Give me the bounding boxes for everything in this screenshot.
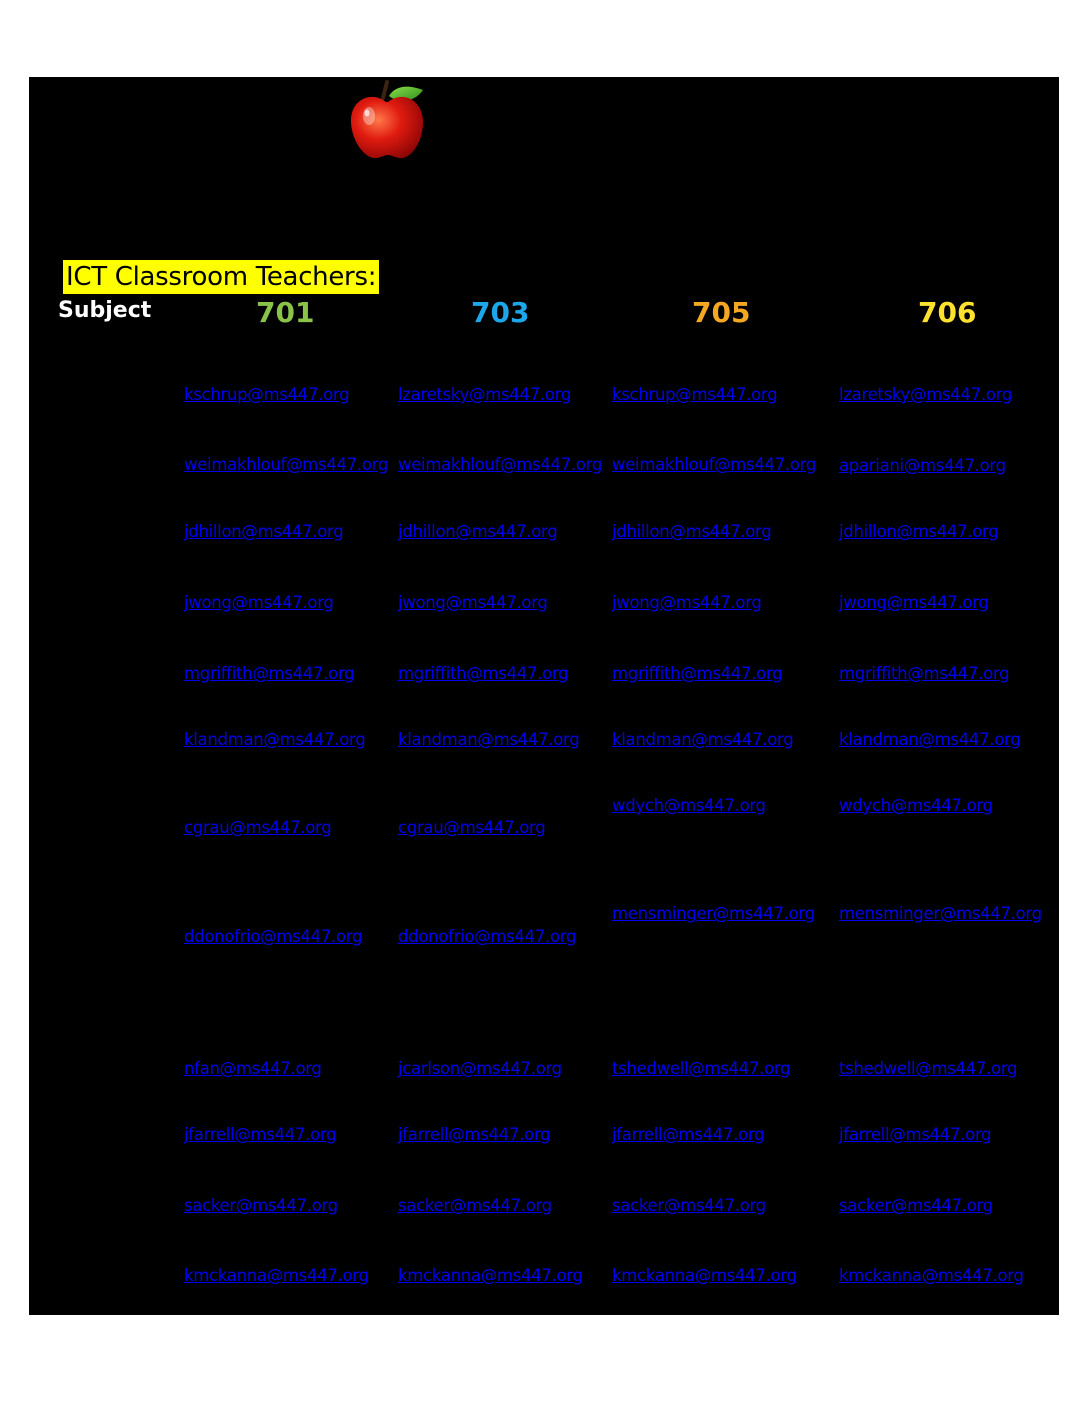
teacher-email-link[interactable]: jdhillon@ms447.org bbox=[612, 522, 772, 541]
teacher-email-link[interactable]: jfarrell@ms447.org bbox=[184, 1125, 337, 1144]
teacher-email-link[interactable]: kmckanna@ms447.org bbox=[184, 1266, 369, 1285]
teacher-email-link[interactable]: ddonofrio@ms447.org bbox=[398, 927, 577, 946]
teacher-email-link[interactable]: jdhillon@ms447.org bbox=[839, 522, 999, 541]
teacher-email-link[interactable]: mgriffith@ms447.org bbox=[612, 664, 783, 683]
teacher-email-link[interactable]: klandman@ms447.org bbox=[839, 730, 1021, 749]
teacher-email-link[interactable]: jfarrell@ms447.org bbox=[612, 1125, 765, 1144]
teacher-email-link[interactable]: kschrup@ms447.org bbox=[184, 385, 350, 404]
teacher-email-link[interactable]: nfan@ms447.org bbox=[184, 1059, 322, 1078]
teacher-email-link[interactable]: apariani@ms447.org bbox=[839, 456, 1006, 475]
teacher-email-link[interactable]: lzaretsky@ms447.org bbox=[839, 385, 1012, 404]
class-header-705: 705 bbox=[692, 296, 751, 329]
teacher-email-link[interactable]: tshedwell@ms447.org bbox=[839, 1059, 1018, 1078]
teacher-email-link[interactable]: jcarlson@ms447.org bbox=[398, 1059, 562, 1078]
page-title: ICT Classroom Teachers: bbox=[63, 260, 379, 294]
teacher-email-link[interactable]: weimakhlouf@ms447.org bbox=[184, 455, 389, 474]
teacher-email-link[interactable]: kmckanna@ms447.org bbox=[612, 1266, 797, 1285]
teacher-email-link[interactable]: kmckanna@ms447.org bbox=[398, 1266, 583, 1285]
teacher-email-link[interactable]: cgrau@ms447.org bbox=[184, 818, 332, 837]
teacher-email-link[interactable]: mgriffith@ms447.org bbox=[184, 664, 355, 683]
teacher-email-link[interactable]: sacker@ms447.org bbox=[612, 1196, 766, 1215]
teacher-email-link[interactable]: jwong@ms447.org bbox=[184, 593, 334, 612]
teacher-email-link[interactable]: jdhillon@ms447.org bbox=[184, 522, 344, 541]
teacher-email-link[interactable]: sacker@ms447.org bbox=[398, 1196, 552, 1215]
teacher-email-link[interactable]: jfarrell@ms447.org bbox=[398, 1125, 551, 1144]
teacher-email-link[interactable]: kschrup@ms447.org bbox=[612, 385, 778, 404]
teacher-email-link[interactable]: klandman@ms447.org bbox=[184, 730, 366, 749]
teacher-email-link[interactable]: sacker@ms447.org bbox=[184, 1196, 338, 1215]
apple-icon bbox=[347, 80, 429, 162]
class-header-706: 706 bbox=[918, 296, 977, 329]
class-header-703: 703 bbox=[471, 296, 530, 329]
teacher-email-link[interactable]: klandman@ms447.org bbox=[612, 730, 794, 749]
teacher-email-link[interactable]: jdhillon@ms447.org bbox=[398, 522, 558, 541]
teacher-email-link[interactable]: lzaretsky@ms447.org bbox=[398, 385, 571, 404]
teacher-email-link[interactable]: wdych@ms447.org bbox=[839, 796, 993, 815]
teacher-email-link[interactable]: jwong@ms447.org bbox=[612, 593, 762, 612]
teacher-email-link[interactable]: cgrau@ms447.org bbox=[398, 818, 546, 837]
teacher-email-link[interactable]: ddonofrio@ms447.org bbox=[184, 927, 363, 946]
teacher-email-link[interactable]: mensminger@ms447.org bbox=[612, 904, 815, 923]
teacher-email-link[interactable]: tshedwell@ms447.org bbox=[612, 1059, 791, 1078]
teacher-email-link[interactable]: klandman@ms447.org bbox=[398, 730, 580, 749]
teacher-email-link[interactable]: jwong@ms447.org bbox=[398, 593, 548, 612]
teacher-email-link[interactable]: jwong@ms447.org bbox=[839, 593, 989, 612]
subject-column-header: Subject bbox=[58, 298, 152, 323]
teacher-email-link[interactable]: kmckanna@ms447.org bbox=[839, 1266, 1024, 1285]
teacher-email-link[interactable]: weimakhlouf@ms447.org bbox=[398, 455, 603, 474]
teacher-email-link[interactable]: wdych@ms447.org bbox=[612, 796, 766, 815]
teacher-email-link[interactable]: weimakhlouf@ms447.org bbox=[612, 455, 817, 474]
teacher-email-link[interactable]: mgriffith@ms447.org bbox=[398, 664, 569, 683]
teacher-email-link[interactable]: jfarrell@ms447.org bbox=[839, 1125, 992, 1144]
teacher-email-link[interactable]: mgriffith@ms447.org bbox=[839, 664, 1010, 683]
teacher-email-link[interactable]: sacker@ms447.org bbox=[839, 1196, 993, 1215]
class-header-701: 701 bbox=[256, 296, 315, 329]
teacher-email-link[interactable]: mensminger@ms447.org bbox=[839, 904, 1042, 923]
